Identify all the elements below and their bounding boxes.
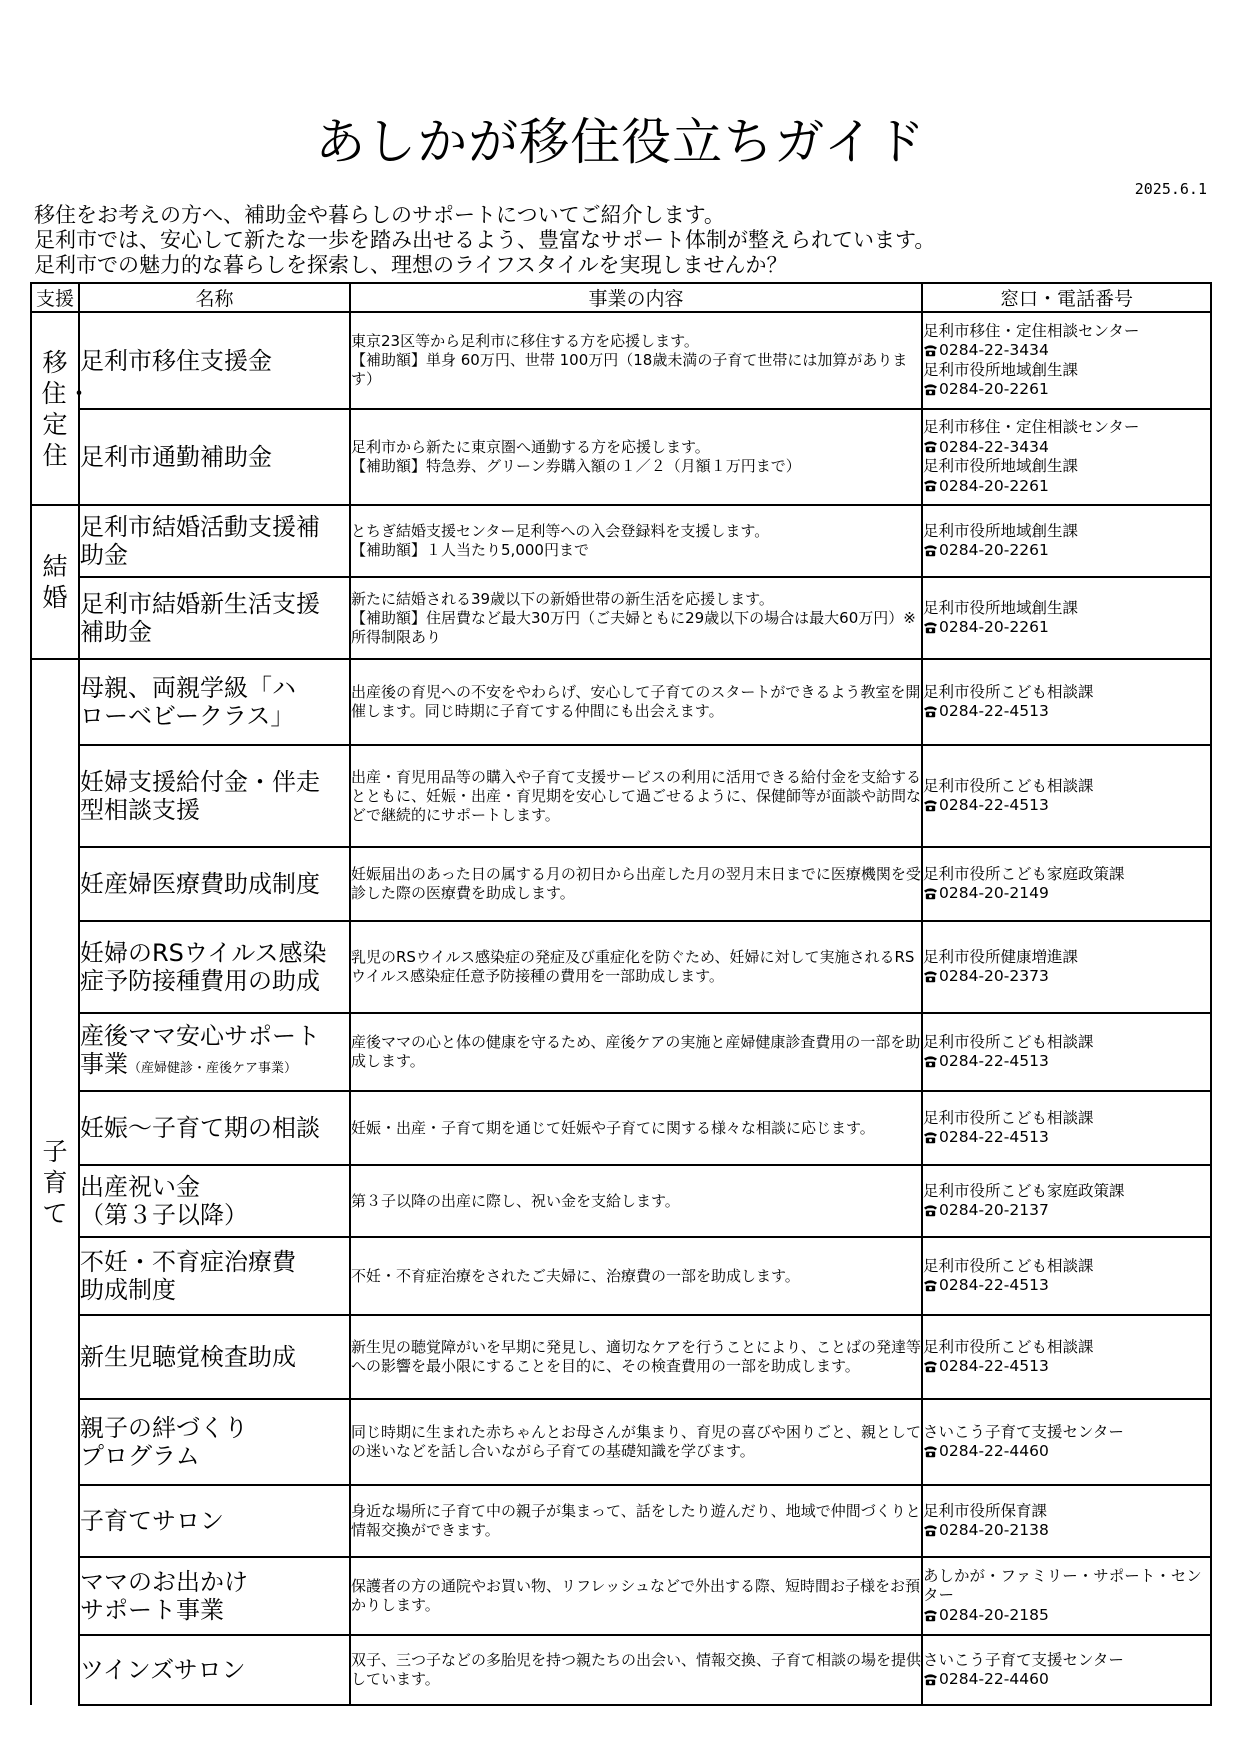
phone-number: 0284-20-2137 bbox=[939, 1201, 1049, 1219]
contact-phone[interactable] bbox=[923, 1442, 1210, 1462]
description-line: とちぎ結婚支援センター足利等への入会登録料を支援します。 bbox=[351, 522, 770, 540]
page-title: あしかが移住役立ちガイド bbox=[315, 113, 926, 171]
category-label: 移住・定住 bbox=[41, 347, 92, 470]
contact-dept: あしかが・ファミリー・サポート・センター bbox=[923, 1566, 1202, 1605]
phone-number: 0284-20-2373 bbox=[939, 967, 1049, 985]
program-name bbox=[79, 847, 350, 921]
table-row bbox=[31, 1165, 1211, 1237]
phone-number: 0284-22-4513 bbox=[939, 796, 1049, 814]
program-name bbox=[79, 1557, 350, 1635]
phone-number: 0284-22-4460 bbox=[939, 1670, 1049, 1688]
table-row bbox=[31, 312, 1211, 409]
contact-phone[interactable] bbox=[923, 796, 1210, 816]
phone-number: 0284-20-2261 bbox=[939, 476, 1049, 495]
phone-icon bbox=[923, 440, 938, 454]
contact-phone[interactable] bbox=[923, 1276, 1210, 1296]
contact-dept: さいこう子育て支援センター bbox=[923, 1422, 1124, 1441]
phone-icon bbox=[923, 969, 938, 983]
program-contact bbox=[922, 1013, 1211, 1091]
program-name-text: 足利市移住支援金 bbox=[80, 346, 272, 375]
program-contact bbox=[922, 1635, 1211, 1705]
phone-number: 0284-22-4513 bbox=[939, 1357, 1049, 1375]
contact-phone[interactable] bbox=[923, 341, 1210, 361]
description-line: 産後ママの心と体の健康を守るため、産後ケアの実施と産婦健康診査費用の一部を助成します。 bbox=[351, 1033, 921, 1070]
phone-icon bbox=[923, 479, 938, 493]
description-line: 出産後の育児への不安をやわらげ、安心して子育てのスタートができるよう教室を開催します。同じ時期に子育てする仲間にも出会えます。 bbox=[351, 683, 921, 720]
description-line: 双子、三つ子などの多胎児を持つ親たちの出会い、情報交換、子育て相談の場を提供しています。 bbox=[351, 1651, 922, 1688]
description-line: 出産・育児用品等の購入や子育て支援サービスの利用に活用できる給付金を支給するとともに、妊娠・出産・育児期を安心して過ごせるように、保健師等が面談や訪問などで継続的にサポートします。 bbox=[351, 767, 922, 824]
description-line: 新たに結婚される39歳以下の新婚世帯の新生活を応援します。 bbox=[351, 589, 774, 608]
program-description bbox=[350, 1557, 922, 1635]
program-description bbox=[350, 312, 922, 409]
contact-dept: 足利市役所地域創生課 bbox=[923, 360, 1079, 379]
phone-number: 0284-20-2261 bbox=[939, 541, 1049, 559]
program-contact bbox=[922, 1237, 1211, 1315]
phone-number: 0284-22-4460 bbox=[939, 1442, 1049, 1460]
program-description bbox=[350, 409, 922, 505]
description-line: 新生児の聴覚障がいを早期に発見し、適切なケアを行うことにより、ことばの発達等への影響を最小限にすることを目的に、その検査費用の一部を助成します。 bbox=[351, 1338, 922, 1375]
description-line: 同じ時期に生まれた赤ちゃんとお母さんが集まり、育児の喜びや困りごと、親としての迷いなどを話し合いながら子育ての基礎知識を学びます。 bbox=[351, 1423, 922, 1460]
table-row bbox=[31, 659, 1211, 745]
contact-dept: 足利市移住・定住相談センター bbox=[923, 418, 1140, 436]
phone-number: 0284-22-4513 bbox=[939, 1052, 1049, 1070]
contact-dept: 足利市役所こども家庭政策課 bbox=[923, 864, 1125, 883]
phone-number: 0284-22-4513 bbox=[939, 1128, 1049, 1146]
phone-icon bbox=[923, 1523, 938, 1537]
program-description bbox=[350, 1013, 922, 1091]
program-name bbox=[79, 1315, 350, 1399]
description-line: 【補助額】１人当たり5,000円まで bbox=[351, 541, 589, 559]
contact-phone[interactable] bbox=[923, 967, 1210, 987]
intro-text bbox=[34, 203, 1214, 278]
program-contact bbox=[922, 659, 1211, 745]
program-name bbox=[79, 1165, 350, 1237]
program-name-text: 出産祝い金 （第３子以降） bbox=[80, 1173, 248, 1229]
program-name bbox=[79, 1013, 350, 1091]
program-contact bbox=[922, 1557, 1211, 1635]
phone-number: 0284-20-2261 bbox=[939, 380, 1049, 398]
program-name-text: 不妊・不育症治療費 助成制度 bbox=[80, 1248, 296, 1304]
contact-dept: 足利市役所こども相談課 bbox=[923, 1032, 1094, 1051]
program-contact bbox=[922, 1165, 1211, 1237]
category-ijuu bbox=[31, 312, 92, 505]
table-row bbox=[31, 1013, 1211, 1091]
contact-phone[interactable] bbox=[923, 1201, 1210, 1221]
phone-icon bbox=[923, 1130, 938, 1144]
program-name bbox=[79, 1399, 350, 1485]
program-name bbox=[79, 1485, 350, 1557]
contact-phone[interactable] bbox=[923, 380, 1210, 400]
table-row bbox=[31, 1237, 1211, 1315]
description-line: 足利市から新たに東京圏へ通勤する方を応援します。 bbox=[351, 438, 710, 456]
program-name-text: ツインズサロン bbox=[80, 1656, 246, 1684]
category-kosodate bbox=[31, 659, 79, 1705]
program-name bbox=[79, 1635, 350, 1705]
program-description bbox=[350, 659, 922, 745]
table-row bbox=[31, 409, 1211, 505]
intro-line: 足利市での魅力的な暮らしを探索し、理想のライフスタイルを実現しませんか？ bbox=[34, 253, 788, 277]
contact-phone[interactable] bbox=[923, 1606, 1210, 1626]
contact-dept: 足利市役所健康増進課 bbox=[923, 947, 1079, 966]
program-description bbox=[350, 1485, 922, 1557]
program-contact bbox=[922, 312, 1211, 409]
phone-icon bbox=[923, 886, 938, 900]
table-row bbox=[31, 1635, 1211, 1705]
program-name bbox=[79, 921, 350, 1013]
program-description bbox=[350, 577, 922, 659]
header-name: 名称 bbox=[79, 283, 350, 312]
program-contact bbox=[922, 505, 1211, 577]
phone-icon bbox=[923, 1054, 938, 1068]
header-support: 支援 bbox=[31, 283, 79, 312]
phone-icon bbox=[923, 382, 938, 396]
contact-phone[interactable] bbox=[923, 1128, 1210, 1148]
program-contact bbox=[922, 921, 1211, 1013]
program-name-text: 足利市結婚新生活支援 補助金 bbox=[80, 590, 320, 646]
phone-number: 0284-22-4513 bbox=[939, 1276, 1049, 1294]
table-row bbox=[31, 1557, 1211, 1635]
phone-number: 0284-20-2261 bbox=[939, 618, 1049, 636]
contact-dept: 足利市役所こども相談課 bbox=[923, 776, 1094, 795]
contact-phone[interactable] bbox=[923, 1521, 1210, 1541]
program-name bbox=[79, 1091, 350, 1165]
program-description bbox=[350, 1635, 922, 1705]
program-contact bbox=[922, 409, 1211, 505]
phone-icon bbox=[923, 1203, 938, 1217]
program-name-text: 足利市通勤補助金 bbox=[80, 443, 272, 471]
category-kekkon bbox=[31, 505, 79, 659]
phone-icon bbox=[923, 1672, 938, 1686]
program-name-text: 妊産婦医療費助成制度 bbox=[80, 870, 320, 898]
program-name bbox=[79, 745, 350, 847]
phone-icon bbox=[923, 620, 938, 634]
program-name-note: （産婦健診・産後ケア事業） bbox=[128, 1060, 298, 1076]
phone-icon bbox=[923, 1359, 938, 1373]
phone-number: 0284-22-3434 bbox=[939, 341, 1049, 359]
contact-phone[interactable] bbox=[923, 884, 1210, 904]
program-name-text: ママのお出かけ サポート事業 bbox=[80, 1568, 248, 1624]
phone-icon bbox=[923, 543, 938, 557]
description-line: 保護者の方の通院やお買い物、リフレッシュなどで外出する際、短時間お子様をお預かりします。 bbox=[351, 1577, 920, 1614]
contact-phone[interactable] bbox=[923, 618, 1210, 638]
table-row bbox=[31, 1315, 1211, 1399]
program-name-text: 産後ママ安心サポート 事業 bbox=[80, 1021, 320, 1078]
program-name-text: 足利市結婚活動支援補 助金 bbox=[80, 513, 320, 569]
phone-icon bbox=[923, 798, 938, 812]
description-line: 乳児のRSウイルス感染症の発症及び重症化を防ぐため、妊婦に対して実施されるRSウイルス感染症任意予防接種の費用を一部助成します。 bbox=[351, 948, 915, 985]
program-name bbox=[79, 577, 350, 659]
contact-phone[interactable] bbox=[923, 1357, 1210, 1377]
category-label: 子育て bbox=[42, 1137, 68, 1228]
description-line: 【補助額】特急券、グリーン券購入額の１／２（月額１万円まで） bbox=[351, 457, 801, 475]
intro-line: 移住をお考えの方へ、補助金や暮らしのサポートについてご紹介します。 bbox=[34, 203, 725, 227]
contact-dept: 足利市役所保育課 bbox=[923, 1501, 1048, 1520]
phone-icon bbox=[923, 704, 938, 718]
program-name-text: 妊婦支援給付金・伴走 型相談支援 bbox=[80, 768, 320, 824]
program-contact bbox=[922, 745, 1211, 847]
program-name bbox=[79, 505, 350, 577]
contact-dept: 足利市役所こども相談課 bbox=[923, 1108, 1094, 1127]
program-name-text: 親子の絆づくり プログラム bbox=[80, 1414, 248, 1470]
table-row bbox=[31, 921, 1211, 1013]
program-contact bbox=[922, 577, 1211, 659]
program-description bbox=[350, 1399, 922, 1485]
intro-line: 足利市では、安心して新たな一歩を踏み出せるよう、豊富なサポート体制が整えられています。 bbox=[34, 228, 936, 252]
contact-phone[interactable] bbox=[923, 702, 1210, 722]
contact-dept: 足利市役所地域創生課 bbox=[923, 598, 1079, 617]
category-label: 結婚 bbox=[42, 552, 68, 612]
phone-icon bbox=[923, 1608, 938, 1622]
table-row bbox=[31, 745, 1211, 847]
contact-dept: さいこう子育て支援センター bbox=[923, 1650, 1124, 1669]
program-description bbox=[350, 745, 922, 847]
program-name-text: 子育てサロン bbox=[80, 1507, 224, 1535]
table-row bbox=[31, 577, 1211, 659]
program-name-text: 新生児聴覚検査助成 bbox=[80, 1343, 296, 1371]
phone-icon bbox=[923, 1444, 938, 1458]
program-description bbox=[350, 1237, 922, 1315]
issue-date: 2025.6.1 bbox=[1134, 180, 1207, 198]
phone-number: 0284-22-3434 bbox=[939, 437, 1049, 456]
program-name bbox=[79, 312, 350, 409]
contact-dept: 足利市役所こども相談課 bbox=[923, 1337, 1094, 1356]
program-name-text: 母親、両親学級「ハ ローベビークラス」 bbox=[80, 674, 296, 730]
table-row bbox=[31, 847, 1211, 921]
program-contact bbox=[922, 1399, 1211, 1485]
phone-number: 0284-20-2185 bbox=[939, 1605, 1049, 1624]
program-name-text: 妊婦のRSウイルス感染 症予防接種費用の助成 bbox=[80, 939, 327, 995]
contact-dept: 足利市役所こども家庭政策課 bbox=[923, 1181, 1125, 1200]
program-description bbox=[350, 921, 922, 1013]
phone-number: 0284-22-4513 bbox=[939, 702, 1049, 720]
contact-dept: 足利市役所地域創生課 bbox=[923, 457, 1079, 475]
contact-phone[interactable] bbox=[923, 1670, 1210, 1690]
description-line: 【補助額】住居費など最大30万円（ご夫婦ともに29歳以下の場合は最大60万円）※所得制限あり bbox=[351, 608, 916, 646]
contact-dept: 足利市役所こども相談課 bbox=[923, 1256, 1094, 1275]
description-line: 身近な場所に子育て中の親子が集まって、話をしたり遊んだり、地域で仲間づくりと情報交換ができます。 bbox=[351, 1502, 921, 1539]
program-description bbox=[350, 1091, 922, 1165]
description-line: 【補助額】単身 60万円、世帯 100万円（18歳未満の子育て世帯には加算があります） bbox=[351, 351, 908, 388]
table-body bbox=[31, 312, 1211, 1705]
program-description bbox=[350, 505, 922, 577]
table-row bbox=[31, 1399, 1211, 1485]
description-line: 妊娠届出のあった日の属する月の初日から出産した月の翌月末日までに医療機関を受診した際の医療費を助成します。 bbox=[351, 865, 921, 902]
program-name bbox=[79, 659, 350, 745]
phone-number: 0284-20-2138 bbox=[939, 1521, 1049, 1539]
contact-dept: 足利市役所地域創生課 bbox=[923, 521, 1079, 540]
program-name bbox=[79, 409, 350, 505]
program-description bbox=[350, 1165, 922, 1237]
description-line: 東京23区等から足利市に移住する方を応援します。 bbox=[351, 332, 699, 350]
program-contact bbox=[922, 1485, 1211, 1557]
program-contact bbox=[922, 1315, 1211, 1399]
header-contact: 窓口・電話番号 bbox=[922, 283, 1211, 312]
support-table bbox=[30, 282, 1212, 1706]
description-line: 第３子以降の出産に際し、祝い金を支給します。 bbox=[351, 1191, 680, 1210]
program-description bbox=[350, 1315, 922, 1399]
header-content: 事業の内容 bbox=[350, 283, 922, 312]
description-line: 不妊・不育症治療をされたご夫婦に、治療費の一部を助成します。 bbox=[351, 1266, 800, 1285]
contact-phone[interactable] bbox=[923, 541, 1210, 561]
contact-dept: 足利市役所こども相談課 bbox=[923, 682, 1094, 701]
description-line: 妊娠・出産・子育て期を通じて妊娠や子育てに関する様々な相談に応じます。 bbox=[351, 1118, 875, 1137]
contact-dept: 足利市移住・定住相談センター bbox=[923, 321, 1140, 340]
phone-icon bbox=[923, 1278, 938, 1292]
program-description bbox=[350, 847, 922, 921]
contact-phone[interactable] bbox=[923, 438, 1210, 458]
program-contact bbox=[922, 847, 1211, 921]
phone-number: 0284-20-2149 bbox=[939, 884, 1049, 902]
contact-phone[interactable] bbox=[923, 1052, 1210, 1072]
table-row bbox=[31, 1485, 1211, 1557]
program-name bbox=[79, 1237, 350, 1315]
table-header-row bbox=[31, 283, 1211, 312]
program-contact bbox=[922, 1091, 1211, 1165]
contact-phone[interactable] bbox=[923, 477, 1210, 497]
program-name-text: 妊娠～子育て期の相談 bbox=[80, 1114, 320, 1142]
table-row bbox=[31, 505, 1211, 577]
phone-icon bbox=[923, 343, 938, 357]
table-row bbox=[31, 1091, 1211, 1165]
